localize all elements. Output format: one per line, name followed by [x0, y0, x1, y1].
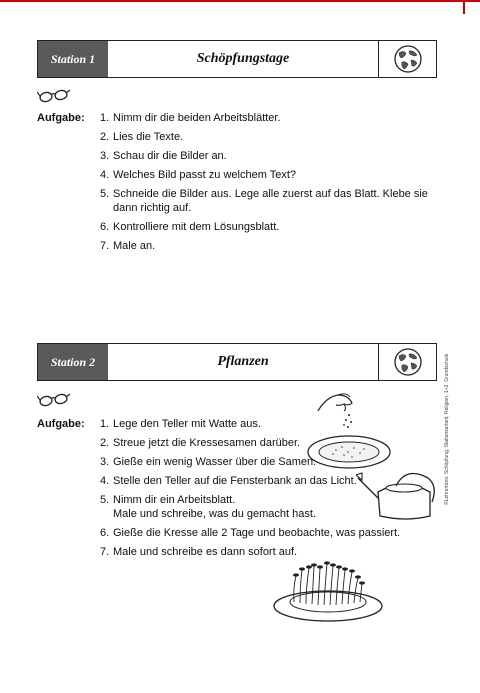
list-item: 4. Stelle den Teller auf die Fensterbank an das Licht.	[100, 475, 357, 487]
list-item: 7. Male an.	[100, 240, 156, 252]
list-item: 4. Welches Bild passt zu welchem Text?	[100, 169, 297, 181]
list-item: 1. Nimm dir die beiden Arbeitsblätter.	[100, 112, 281, 124]
list-item: 7. Male und schreibe es dann sofort auf.	[100, 546, 298, 558]
station1-task-list	[100, 111, 428, 258]
list-item: 6. Gieße die Kresse alle 2 Tage und beobachte, was passiert.	[100, 527, 401, 539]
list-item: 2. Lies die Texte.	[100, 131, 184, 143]
glasses-icon	[37, 89, 71, 103]
list-item: 5. Nimm dir ein Arbeitsblatt. Male und schreibe, was du gemacht hast.	[100, 494, 317, 520]
watering-can-illustration	[356, 468, 440, 522]
plate-with-cotton-illustration	[306, 433, 392, 471]
station2-task-label: Aufgabe:	[37, 418, 85, 430]
list-item: 3. Schau dir die Bilder an.	[100, 150, 227, 162]
globe-icon	[378, 344, 436, 380]
globe-icon	[378, 41, 436, 77]
copyright-side-note: ©Lehrerbüro: Schöpfung, Stationsarbeit, Religion, 1+2, Grundschule	[444, 353, 450, 505]
list-item: 6. Kontrolliere mit dem Lösungsblatt.	[100, 221, 280, 233]
station1-header	[37, 40, 437, 78]
list-item: 1. Lege den Teller mit Watte aus.	[100, 418, 261, 430]
list-item: 2. Streue jetzt die Kressesamen darüber.	[100, 437, 301, 449]
red-frame-top	[0, 0, 480, 14]
list-item: 5. Schneide die Bilder aus. Lege alle zuerst auf das Blatt. Klebe sie dann richtig auf.	[100, 188, 428, 214]
hand-sprinkling-seeds-illustration	[316, 391, 360, 433]
station1-title: Schöpfungstage	[196, 51, 290, 66]
station1-task-label: Aufgabe:	[37, 112, 85, 124]
list-item: 3. Gieße ein wenig Wasser über die Samen.	[100, 456, 317, 468]
station2-header	[37, 343, 437, 381]
cress-plate-illustration	[272, 558, 384, 624]
station2-label: Station 2	[38, 344, 108, 380]
glasses-icon	[37, 393, 71, 407]
station2-title: Pflanzen	[217, 354, 269, 369]
station1-label: Station 1	[38, 41, 108, 77]
